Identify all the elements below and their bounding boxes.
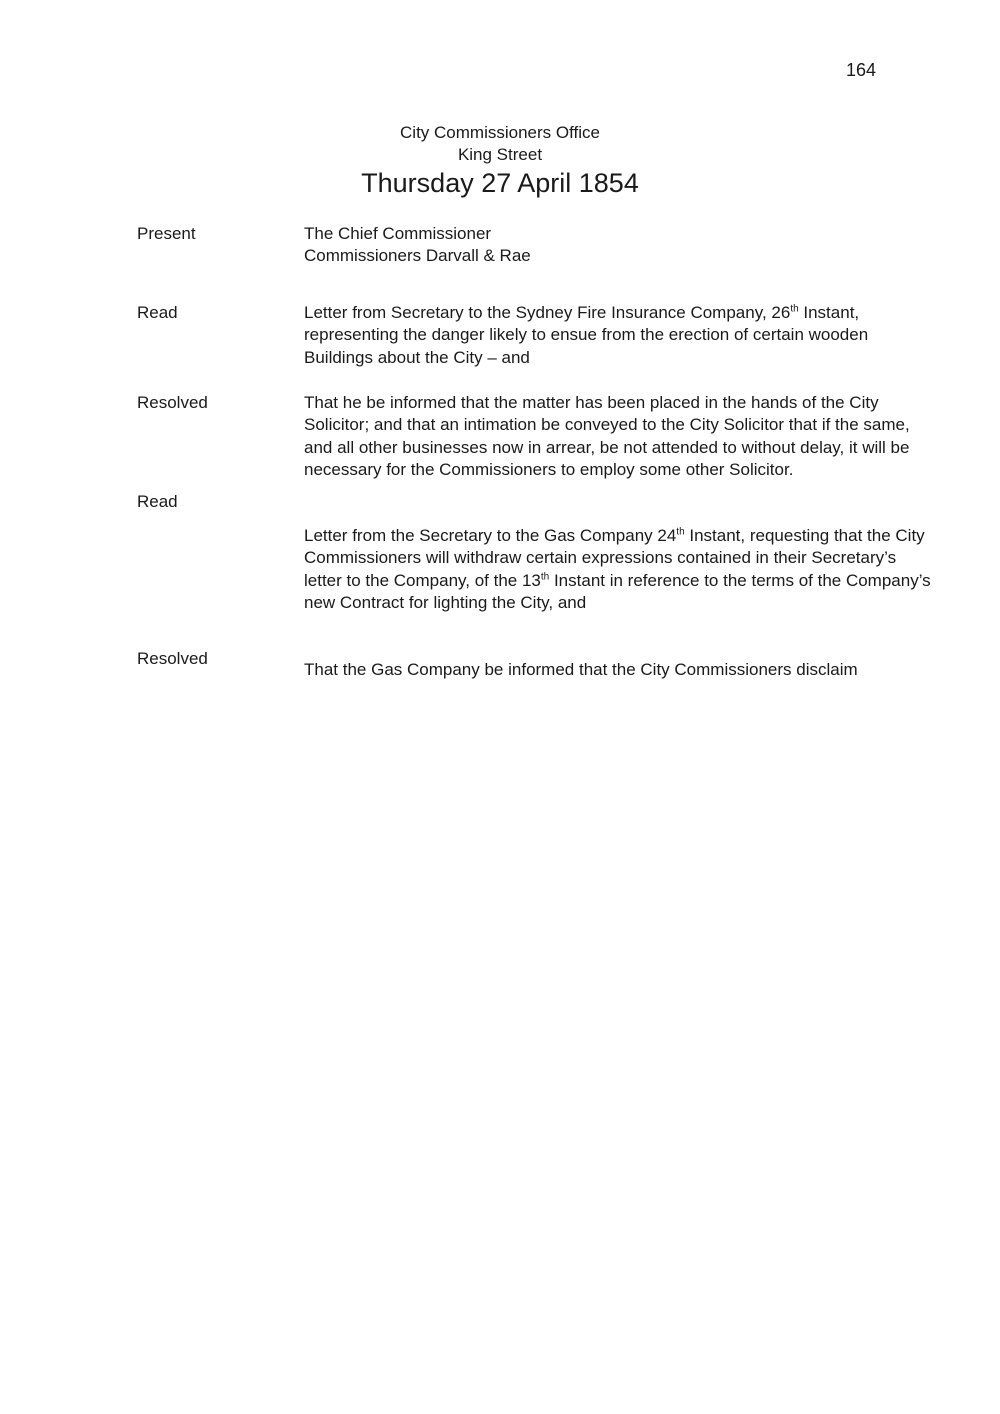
resolved-label: Resolved [137,393,208,412]
read-text [304,525,934,615]
read-text [304,302,934,369]
street-name: King Street [457,145,543,164]
document-header [0,122,1000,200]
resolved-text [304,392,934,482]
read-text-part: Instant in reference to the terms of the Company’s new Contract for lighting the City, and [304,570,931,613]
resolved-label: Resolved [137,649,208,668]
resolved-paragraph: That he be informed that the matter has been placed in the hands of the City Solicitor; and that an intimation be conveyed to the City Solicitor that if the same, and all other businesses now in arrear, be not attended to without delay, it will be necessary for the Commissioners to employ some other Solicitor. [304,393,910,480]
present-label: Present [137,224,196,243]
resolved-paragraph: That the Gas Company be informed that the City Commissioners disclaim [304,660,858,679]
present-line: Commissioners Darvall & Rae [304,246,531,266]
office-name: City Commissioners Office [400,123,600,142]
read-label: Read [137,303,178,322]
read-text-part: Letter from Secretary to the Sydney Fire Insurance Company, 26 [304,303,791,322]
ordinal-suffix: th [540,571,550,583]
meeting-date: Thursday 27 April 1854 [361,168,639,198]
page-number: 164 [846,60,877,80]
ordinal-suffix: th [790,303,799,315]
read-text-part: Instant, representing the danger likely to ensue from the erection of certain wooden Buildings about the City – and [304,303,869,367]
present-text [304,223,934,268]
ordinal-suffix: th [676,526,685,538]
read-text-part: Letter from the Secretary to the Gas Company 24 [304,526,677,545]
read-text-part: Instant, requesting that the City Commissioners will withdraw certain expressions contained in their Secretary’s letter to the Company, of the 13 [304,526,925,590]
resolved-text [304,659,934,681]
read-label: Read [137,492,178,511]
present-line: The Chief Commissioner [304,224,492,243]
